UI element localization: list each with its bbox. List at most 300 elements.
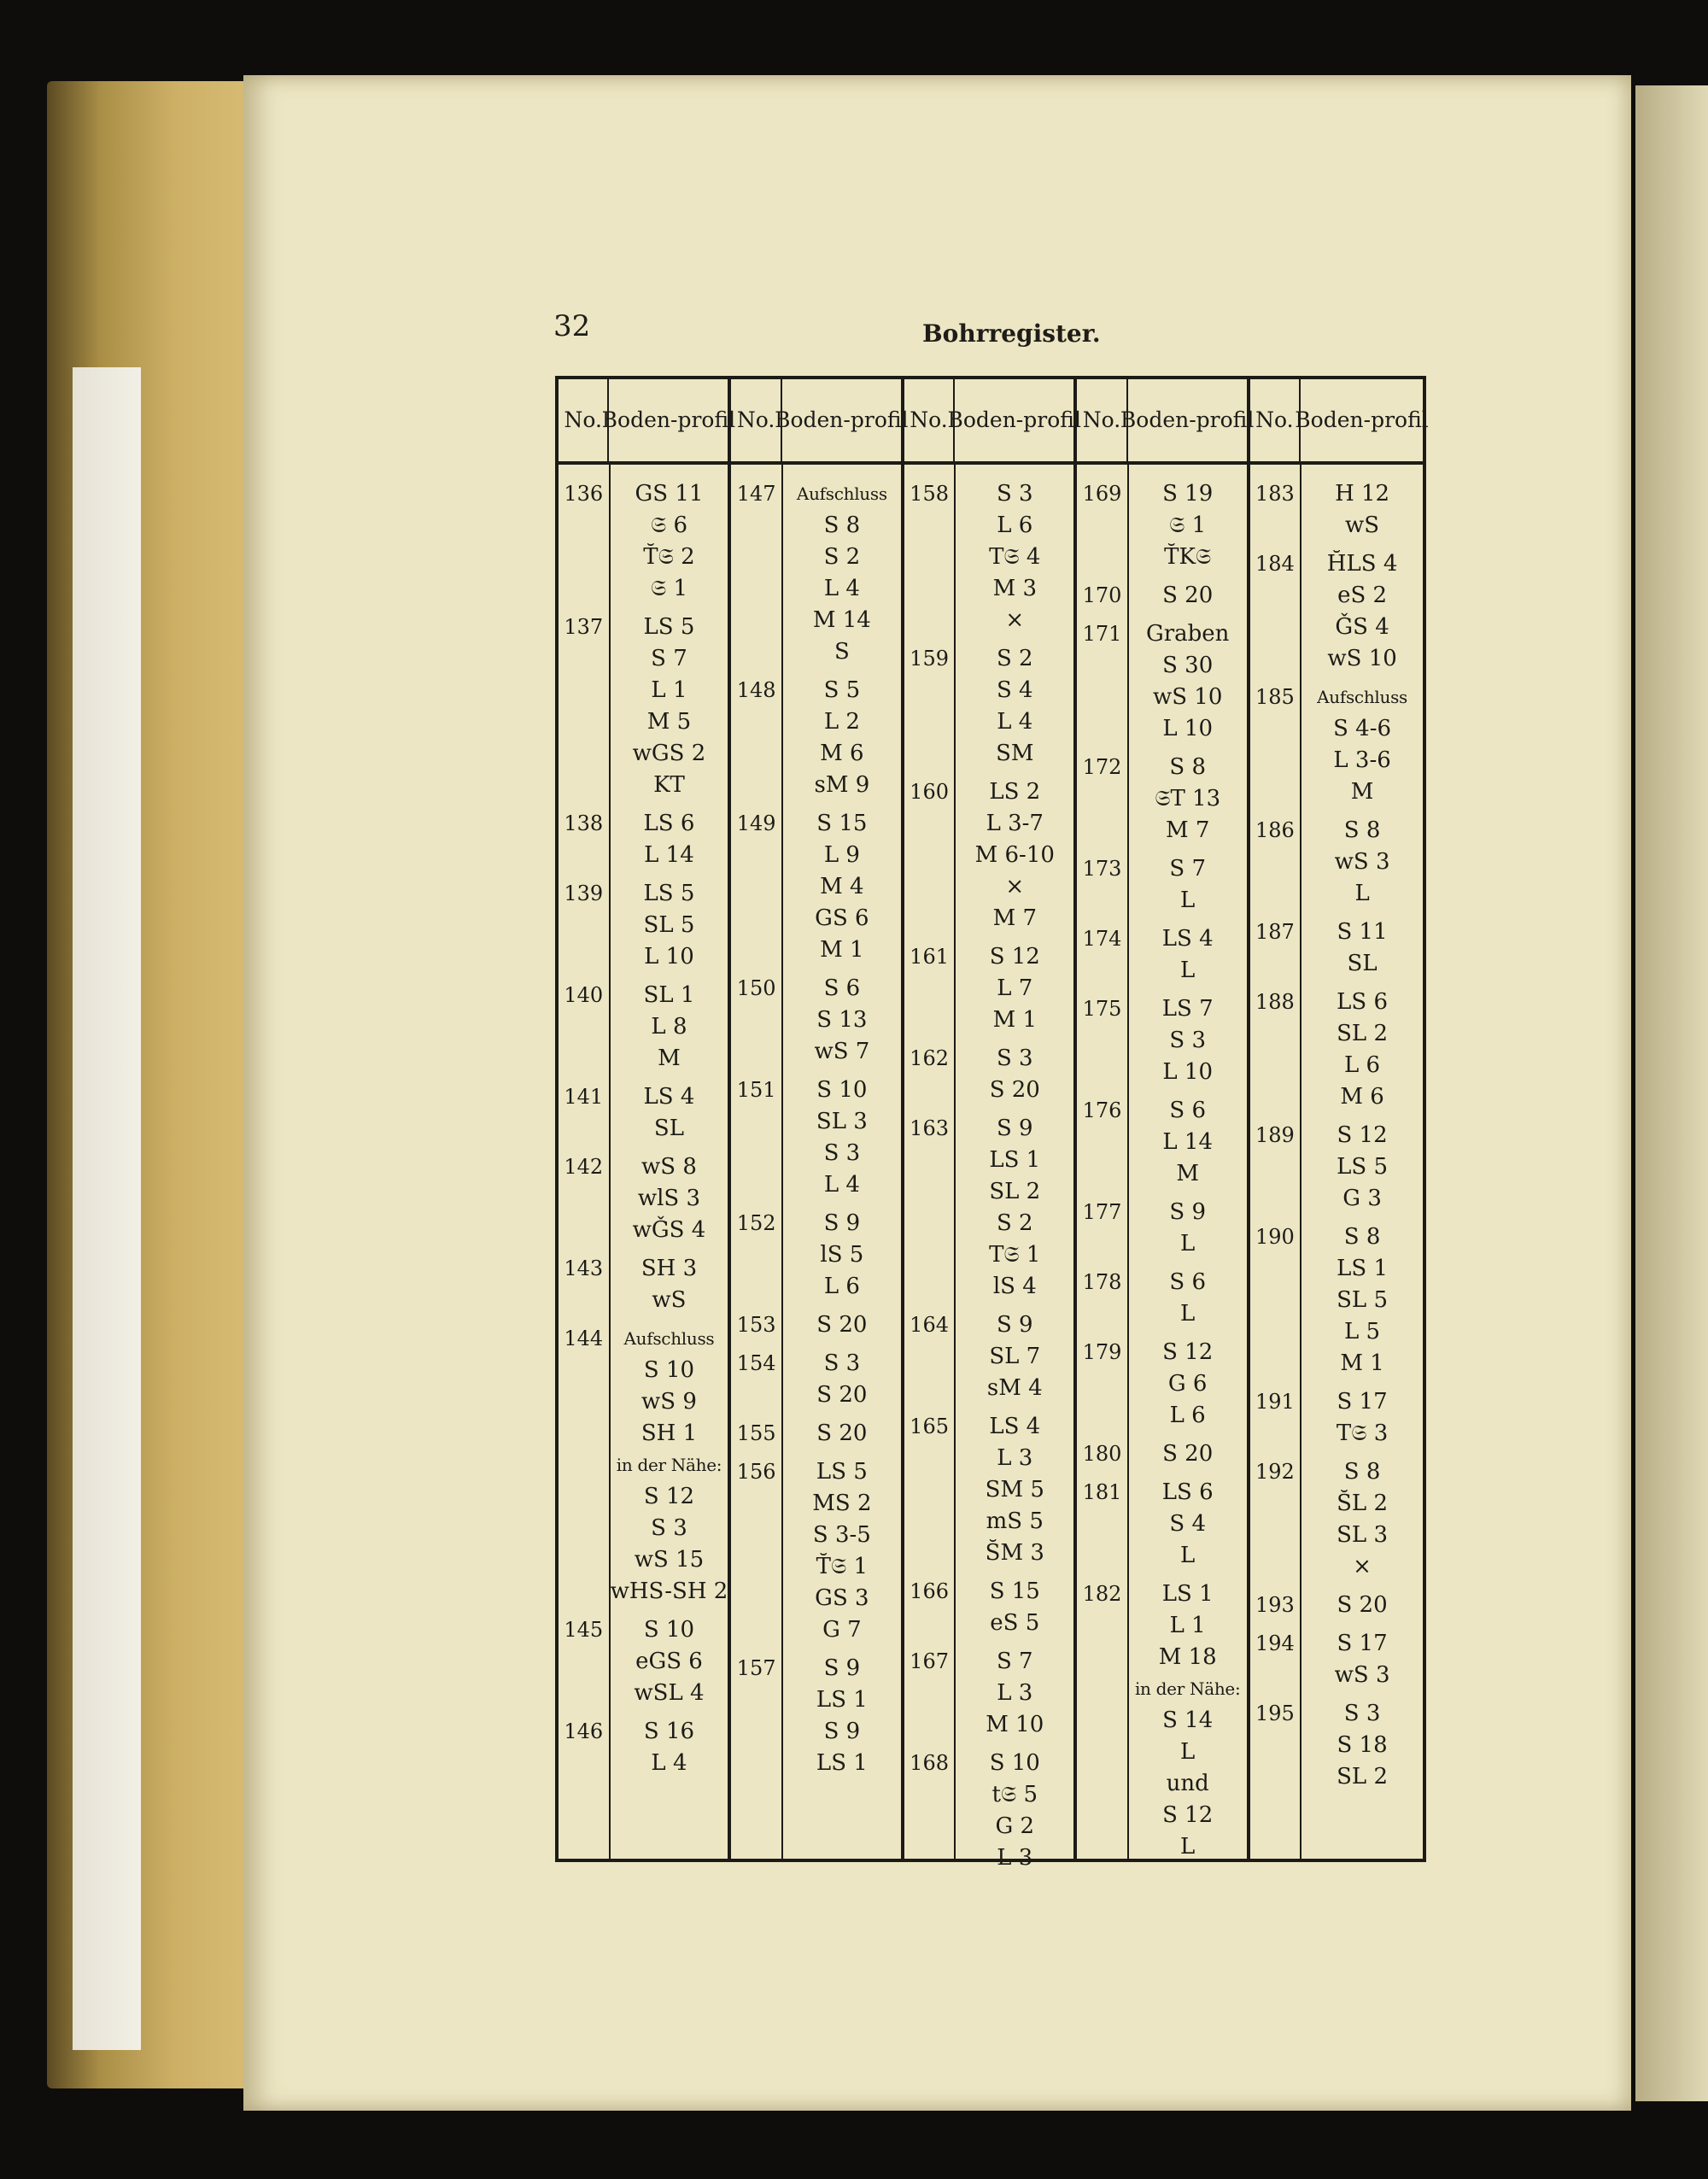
profile-entry: [1301, 1628, 1423, 1691]
profile-entry: [783, 1418, 901, 1450]
profile-layer: S 15: [816, 811, 868, 836]
profile-layer: S 2: [996, 646, 1033, 671]
header-no: No.: [1250, 379, 1301, 461]
boring-number: 165: [910, 1415, 949, 1438]
boring-number: 184: [1255, 552, 1295, 576]
profile-layer: T𝔖 3: [1336, 1420, 1389, 1446]
profile-layer: lS 4: [992, 1274, 1037, 1299]
profile-layer: S 11: [1337, 919, 1388, 945]
profile-layer: 𝔖 1: [650, 576, 687, 601]
profile-layer: L 6: [1169, 1403, 1206, 1428]
profile-layer: LS 4: [1161, 926, 1214, 952]
number-column: [904, 461, 956, 1859]
profile-layer: L 9: [823, 842, 860, 868]
profile-layer: S 3-5: [812, 1522, 871, 1548]
boring-number: 159: [910, 647, 949, 671]
profile-entry: [956, 643, 1073, 770]
profile-layer: S 20: [816, 1382, 868, 1408]
header-bodenprofil-part: profil: [1023, 407, 1081, 433]
profile-layer: S 12: [643, 1484, 695, 1509]
profile-entry: [783, 1348, 901, 1411]
profile-layer: M 1: [820, 937, 864, 963]
profile-layer: SH 3: [640, 1256, 698, 1281]
profile-layer: S 10: [643, 1617, 695, 1643]
number-column: [1077, 461, 1129, 1859]
profile-layer: M: [1350, 779, 1374, 805]
profile-layer: LS 1: [1337, 1256, 1389, 1281]
boring-number: 168: [910, 1751, 949, 1775]
profile-entry: [956, 1576, 1073, 1639]
profile-layer: M 18: [1158, 1644, 1217, 1670]
profile-layer: S 2: [996, 1210, 1033, 1236]
profile-layer: S 3: [651, 1515, 687, 1541]
profile-layer: ×: [1005, 874, 1025, 899]
header-bodenprofil: [947, 379, 1081, 461]
boring-number: 176: [1082, 1098, 1122, 1122]
profile-layer: SL 2: [1337, 1764, 1389, 1789]
profile-layer: L 3: [997, 1680, 1033, 1706]
profile-layer: LS 6: [643, 811, 695, 836]
profile-layer: S 6: [823, 975, 861, 1001]
boring-number: 193: [1255, 1593, 1295, 1617]
profile-layer: L 10: [1162, 716, 1213, 741]
profile-layer: L: [1180, 1739, 1196, 1765]
header-bodenprofil-part: profil: [1196, 407, 1255, 433]
table-body: [559, 461, 1423, 1871]
profile-layer: S 9: [996, 1116, 1033, 1141]
profile-layer: in der Nähe:: [1134, 1678, 1241, 1699]
profile-layer: S 6: [1169, 1098, 1206, 1123]
profile-layer: S 10: [816, 1077, 868, 1103]
profile-layer: M 10: [986, 1712, 1044, 1737]
profile-layer: L 1: [1169, 1613, 1206, 1638]
boring-number: 154: [736, 1351, 776, 1375]
profile-layer: L 2: [823, 709, 860, 735]
profile-layer: L 6: [997, 513, 1033, 538]
profile-entry: [1129, 993, 1247, 1088]
profile-layer: sM 9: [814, 772, 870, 798]
profile-layer: L: [1180, 1231, 1196, 1256]
boring-number: 144: [564, 1327, 604, 1350]
profile-layer: wS: [652, 1287, 687, 1313]
profile-layer: wGS 2: [632, 741, 706, 766]
profile-layer: S 3: [823, 1140, 861, 1166]
profile-layer: L: [1354, 881, 1370, 906]
profile-layer: wS 10: [1327, 646, 1397, 671]
profile-entry: [611, 1253, 728, 1316]
profile-layer: LS 5: [1337, 1154, 1389, 1180]
profile-layer: LS 1: [816, 1750, 868, 1776]
profile-layer: und: [1166, 1771, 1209, 1796]
profile-layer: S 8: [823, 513, 861, 538]
boring-number: 172: [1082, 755, 1122, 779]
facing-page-edge: [1635, 85, 1708, 2101]
profile-layer: S: [834, 639, 850, 665]
profile-entry: [1129, 618, 1247, 745]
profile-layer: ×: [1353, 1554, 1372, 1579]
profile-layer: S 4-6: [1333, 716, 1392, 741]
header-bodenprofil-part: Boden-: [775, 407, 851, 433]
boring-number: 175: [1082, 997, 1122, 1021]
header-bodenprofil-part: Boden-: [1120, 407, 1196, 433]
profile-layer: L: [1180, 1543, 1196, 1568]
profile-column: [956, 461, 1077, 1871]
boring-number: 191: [1255, 1390, 1295, 1414]
boring-number: 141: [564, 1085, 604, 1109]
profile-entry: [1301, 1698, 1423, 1793]
profile-entry: [956, 1309, 1073, 1404]
profile-layer: L 8: [651, 1014, 687, 1040]
profile-layer: S 8: [1343, 1459, 1381, 1485]
profile-entry: [783, 675, 901, 801]
profile-layer: S 9: [823, 1719, 861, 1744]
profile-layer: T̆𝔖 1: [816, 1554, 869, 1579]
profile-layer: S 3: [996, 1046, 1033, 1071]
profile-column: [1129, 461, 1250, 1859]
profile-entry: [1301, 1590, 1423, 1621]
profile-entry: [1301, 1221, 1423, 1379]
profile-column: [783, 461, 904, 1859]
profile-layer: SL 1: [643, 982, 695, 1008]
profile-layer: wSL 4: [634, 1680, 705, 1706]
profile-entry: [611, 878, 728, 973]
boring-number: 173: [1082, 857, 1122, 881]
profile-entry: [611, 1716, 728, 1779]
profile-layer: L 6: [1344, 1052, 1381, 1078]
profile-layer: L 10: [644, 944, 694, 969]
header-no: No.: [559, 379, 609, 461]
profile-layer: M 6: [820, 741, 864, 766]
profile-layer: G 2: [995, 1813, 1035, 1839]
profile-layer: S 14: [1162, 1707, 1214, 1733]
profile-layer: M: [658, 1046, 681, 1071]
header-bodenprofil-part: Boden-: [601, 407, 678, 433]
profile-layer: M 14: [812, 607, 871, 633]
profile-entry: [611, 1081, 728, 1145]
profile-layer: L 4: [823, 576, 860, 601]
header-bodenprofil-part: profil: [677, 407, 736, 433]
profile-entry: [783, 1208, 901, 1303]
profile-layer: S 17: [1337, 1389, 1388, 1415]
profile-layer: ×: [1005, 607, 1025, 633]
profile-entry: [1129, 580, 1247, 612]
profile-layer: S 7: [651, 646, 687, 671]
boring-number: 179: [1082, 1340, 1122, 1364]
profile-layer: S 10: [989, 1750, 1040, 1776]
profile-entry: [1301, 478, 1423, 542]
profile-layer: LS 6: [1161, 1479, 1214, 1505]
profile-layer: LS 6: [1337, 989, 1389, 1015]
profile-layer: S 9: [823, 1210, 861, 1236]
boring-number: 147: [736, 482, 776, 506]
profile-entry: [611, 612, 728, 801]
header-bodenprofil-part: Boden-: [1295, 407, 1372, 433]
profile-entry: [783, 1456, 901, 1646]
profile-layer: LS 5: [643, 881, 695, 906]
profile-layer: Graben: [1145, 621, 1230, 647]
profile-layer: GS 11: [635, 481, 704, 507]
profile-layer: M 1: [992, 1007, 1037, 1033]
boring-number: 164: [910, 1313, 949, 1337]
profile-layer: H̆LS 4: [1326, 551, 1398, 577]
boring-number: 137: [564, 615, 604, 639]
boring-number: 136: [564, 482, 604, 506]
profile-entry: [611, 980, 728, 1075]
boring-number: 162: [910, 1046, 949, 1070]
profile-layer: M 7: [1165, 817, 1210, 843]
profile-layer: eGS 6: [635, 1649, 703, 1674]
boring-number: 182: [1082, 1582, 1122, 1606]
profile-entry: [1301, 815, 1423, 910]
profile-layer: H 12: [1335, 481, 1390, 507]
profile-layer: M: [1176, 1161, 1199, 1186]
profile-layer: L 4: [997, 709, 1033, 735]
boring-number: 143: [564, 1256, 604, 1280]
profile-layer: MS 2: [812, 1491, 872, 1516]
profile-layer: S 8: [1169, 754, 1206, 780]
profile-layer: S 13: [816, 1007, 868, 1033]
profile-entry: [611, 478, 728, 605]
boring-number: 170: [1082, 583, 1122, 607]
profile-layer: S 9: [823, 1655, 861, 1681]
boring-number: 140: [564, 983, 604, 1007]
profile-layer: wS 8: [641, 1154, 697, 1180]
profile-layer: S 6: [1169, 1269, 1206, 1295]
profile-layer: SL 7: [989, 1344, 1041, 1369]
profile-entry: [783, 478, 901, 668]
profile-layer: lS 5: [820, 1242, 864, 1268]
profile-layer: eS 5: [990, 1610, 1040, 1636]
profile-layer: L 4: [823, 1172, 860, 1198]
profile-layer: L: [1180, 1834, 1196, 1860]
profile-layer: SL 3: [1337, 1522, 1389, 1548]
profile-entry: [1129, 1095, 1247, 1190]
profile-layer: S 12: [989, 944, 1040, 969]
profile-layer: L: [1180, 958, 1196, 983]
boring-number: 148: [736, 678, 776, 702]
boring-number: 150: [736, 976, 776, 1000]
boring-number: 194: [1255, 1631, 1295, 1655]
profile-layer: SM 5: [985, 1477, 1044, 1502]
header-no: No.: [731, 379, 781, 461]
profile-layer: Aufschluss: [623, 1328, 715, 1349]
profile-layer: S 17: [1337, 1631, 1388, 1656]
profile-layer: M 6: [1340, 1084, 1384, 1110]
boring-number: 186: [1255, 818, 1295, 842]
profile-layer: M 1: [1340, 1350, 1384, 1376]
profile-layer: LS 5: [816, 1459, 868, 1485]
profile-layer: L 3-7: [986, 811, 1044, 836]
profile-layer: 𝔖T 13: [1155, 786, 1221, 811]
profile-layer: M 3: [992, 576, 1037, 601]
page-number: 32: [553, 309, 591, 343]
header-bodenprofil: [1295, 379, 1429, 461]
profile-layer: S 30: [1162, 653, 1214, 678]
profile-layer: L 7: [997, 975, 1033, 1001]
boring-number: 192: [1255, 1460, 1295, 1484]
profile-entry: [956, 1043, 1073, 1106]
profile-layer: S 19: [1162, 481, 1214, 507]
profile-layer: LS 7: [1161, 996, 1214, 1022]
boring-number: 151: [736, 1078, 776, 1102]
boring-number: 139: [564, 882, 604, 905]
profile-layer: GS 3: [815, 1585, 869, 1611]
boring-number: 155: [736, 1421, 776, 1445]
profile-layer: mS 5: [986, 1508, 1044, 1534]
profile-layer: LS 5: [643, 614, 695, 640]
profile-layer: GS 6: [815, 905, 869, 931]
number-column: [1250, 461, 1302, 1859]
profile-layer: S 20: [1337, 1592, 1388, 1618]
profile-layer: wS 3: [1334, 849, 1390, 875]
profile-layer: Aufschluss: [796, 483, 887, 504]
profile-layer: S 18: [1337, 1732, 1388, 1758]
profile-layer: SL 5: [1337, 1287, 1389, 1313]
profile-entry: [611, 1151, 728, 1246]
running-head: Bohrregister.: [922, 319, 1101, 348]
profile-entry: [1301, 682, 1423, 808]
profile-layer: SH 1: [640, 1420, 698, 1446]
profile-layer: wS 9: [641, 1389, 697, 1415]
boring-number: 171: [1082, 622, 1122, 646]
profile-layer: L 6: [823, 1274, 860, 1299]
profile-layer: L 1: [651, 677, 687, 703]
profile-entry: [1129, 923, 1247, 987]
boring-number: 180: [1082, 1442, 1122, 1466]
profile-layer: M 4: [820, 874, 864, 899]
profile-layer: wǦS 4: [632, 1217, 706, 1243]
profile-entry: [956, 478, 1073, 636]
profile-layer: S 4: [996, 677, 1033, 703]
boring-number: 174: [1082, 927, 1122, 951]
profile-layer: wS 10: [1152, 684, 1223, 710]
profile-entry: [1301, 1386, 1423, 1450]
profile-entry: [956, 1646, 1073, 1741]
boring-number: 188: [1255, 990, 1295, 1014]
boring-number: 161: [910, 945, 949, 969]
profile-entry: [1301, 1120, 1423, 1215]
number-column: [559, 461, 611, 1859]
header-bodenprofil-part: Boden-: [947, 407, 1024, 433]
profile-layer: S 9: [1169, 1199, 1206, 1225]
profile-layer: wS 3: [1334, 1662, 1390, 1688]
inserted-sheet: [73, 367, 141, 2050]
profile-layer: eS 2: [1337, 583, 1388, 608]
profile-entry: [1129, 1438, 1247, 1470]
profile-layer: LS 4: [643, 1084, 695, 1110]
profile-layer: S 12: [1337, 1122, 1388, 1148]
profile-layer: SL 5: [643, 912, 695, 938]
profile-layer: wS 15: [634, 1547, 705, 1573]
boring-number: 149: [736, 811, 776, 835]
boring-number: 138: [564, 811, 604, 835]
profile-layer: S 8: [1343, 817, 1381, 843]
profile-layer: wS 7: [814, 1039, 870, 1064]
profile-layer: wlS 3: [637, 1186, 701, 1211]
number-column: [731, 461, 783, 1859]
profile-layer: L 5: [1344, 1319, 1381, 1344]
boring-number: 187: [1255, 920, 1295, 944]
profile-entry: [1301, 987, 1423, 1113]
profile-layer: G 6: [1167, 1371, 1208, 1397]
boring-number: 145: [564, 1618, 604, 1642]
boring-number: 167: [910, 1649, 949, 1673]
boring-number: 146: [564, 1719, 604, 1743]
boring-number: 152: [736, 1211, 776, 1235]
header-no: No.: [1077, 379, 1127, 461]
profile-layer: L 10: [1162, 1059, 1213, 1085]
boring-number: 157: [736, 1656, 776, 1680]
profile-layer: S 20: [816, 1420, 868, 1446]
profile-entry: [1129, 853, 1247, 917]
profile-layer: t𝔖 5: [991, 1782, 1038, 1807]
profile-layer: wS: [1345, 513, 1380, 538]
table-header-row: [559, 379, 1429, 465]
profile-entry: [783, 1653, 901, 1779]
profile-entry: [1301, 548, 1423, 675]
profile-layer: S 20: [989, 1077, 1040, 1103]
profile-entry: [1129, 1267, 1247, 1330]
profile-entry: [956, 776, 1073, 934]
header-no: No.: [904, 379, 955, 461]
profile-entry: [956, 941, 1073, 1036]
profile-entry: [956, 1411, 1073, 1569]
profile-layer: T̆𝔖 2: [643, 544, 695, 570]
profile-layer: LS 1: [816, 1687, 868, 1713]
profile-layer: G 7: [822, 1617, 862, 1643]
profile-layer: L 14: [1162, 1129, 1213, 1155]
profile-layer: T𝔖 4: [989, 544, 1041, 570]
boring-number: 185: [1255, 685, 1295, 709]
profile-layer: SL 3: [816, 1109, 868, 1134]
profile-layer: S 20: [816, 1312, 868, 1338]
profile-layer: 𝔖 1: [1169, 513, 1207, 538]
profile-layer: SL: [653, 1116, 684, 1141]
profile-layer: S 3: [1169, 1028, 1206, 1053]
profile-entry: [1301, 1456, 1423, 1583]
profile-column: [1301, 461, 1423, 1859]
profile-layer: L 3: [997, 1445, 1033, 1471]
profile-layer: LS 2: [989, 779, 1041, 805]
profile-layer: SL 2: [1337, 1021, 1389, 1046]
profile-layer: S 5: [823, 677, 861, 703]
boring-number: 178: [1082, 1270, 1122, 1294]
profile-layer: S 12: [1162, 1802, 1214, 1828]
profile-layer: LS 1: [989, 1147, 1041, 1173]
profile-layer: S 4: [1169, 1511, 1206, 1537]
profile-entry: [783, 973, 901, 1068]
profile-entry: [783, 808, 901, 966]
profile-layer: S 3: [996, 481, 1033, 507]
profile-layer: KT: [653, 772, 685, 798]
profile-layer: in der Nähe:: [616, 1455, 722, 1475]
profile-column: [611, 461, 732, 1859]
profile-layer: SL: [1347, 951, 1378, 976]
profile-layer: S 20: [1162, 1441, 1214, 1467]
bohrregister-table: [555, 376, 1429, 1871]
boring-number: 195: [1255, 1702, 1295, 1725]
boring-number: 183: [1255, 482, 1295, 506]
boring-number: 153: [736, 1313, 776, 1337]
profile-layer: ǦS 4: [1335, 614, 1389, 640]
profile-entry: [1129, 752, 1247, 846]
boring-number: 181: [1082, 1480, 1122, 1504]
profile-layer: S 15: [989, 1579, 1040, 1604]
profile-layer: L 4: [651, 1750, 687, 1776]
profile-layer: L 3: [997, 1845, 1033, 1871]
header-bodenprofil-part: profil: [850, 407, 909, 433]
profile-layer: G 3: [1342, 1186, 1382, 1211]
